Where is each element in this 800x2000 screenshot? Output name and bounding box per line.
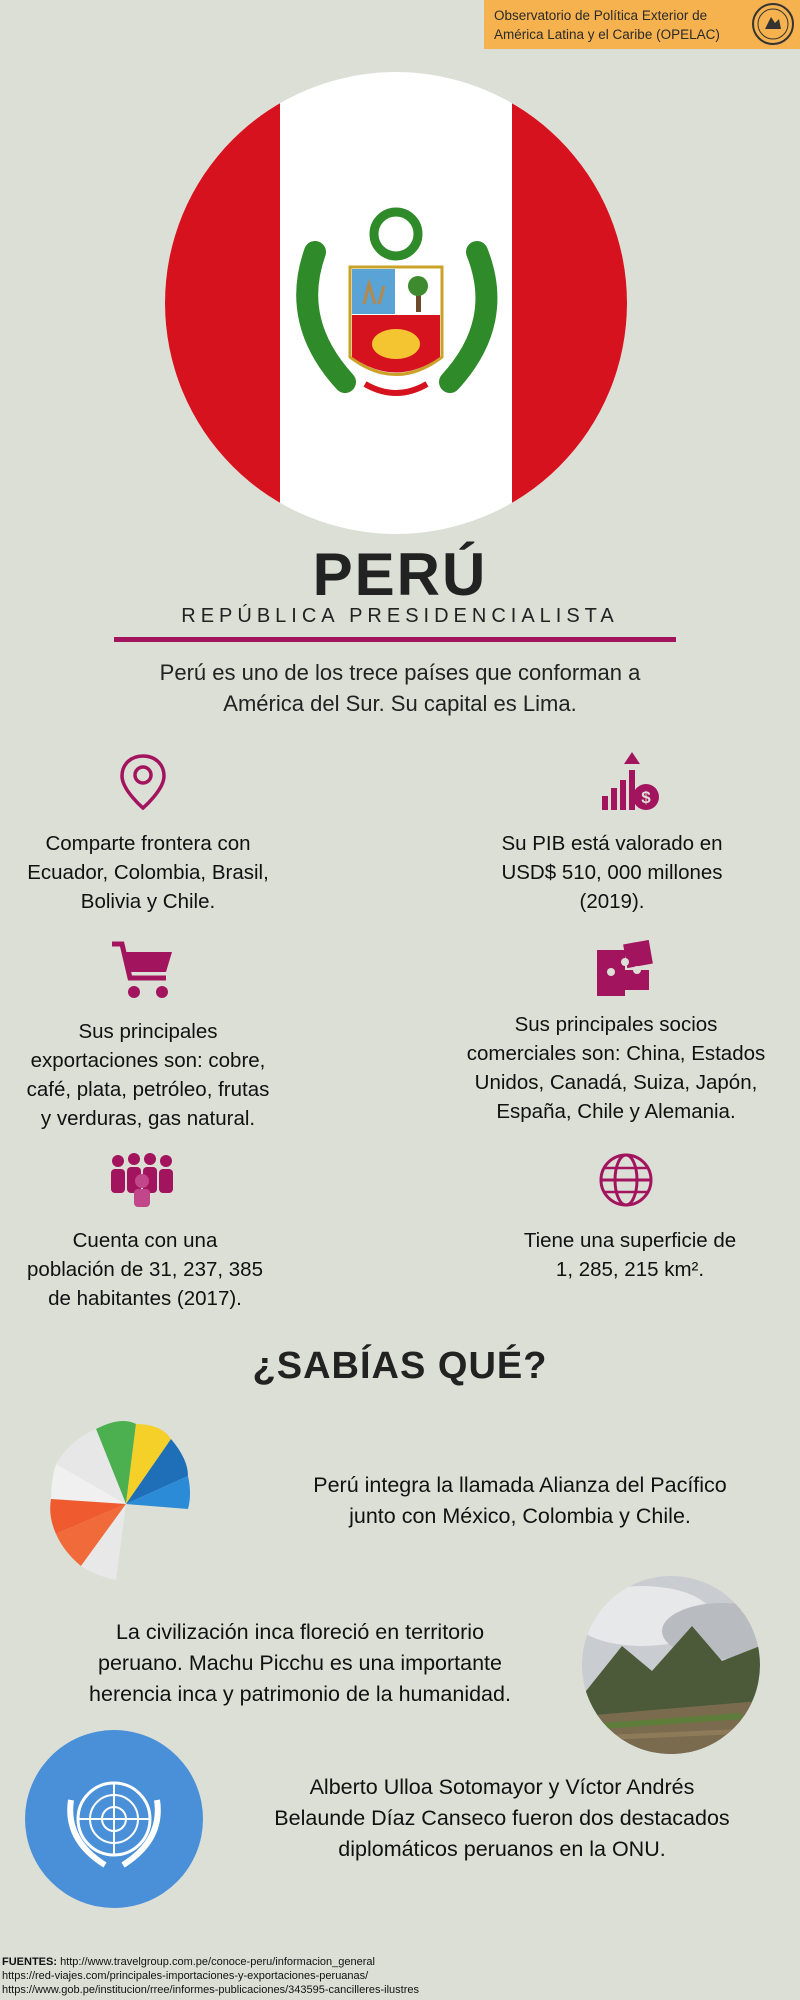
fact-un-diplomats: Alberto Ulloa Sotomayor y Víctor Andrés Belaunde Díaz Canseco fueron dos destacados diplomáticos peruanos en la ONU.	[274, 1775, 730, 1861]
peru-flag-image	[165, 72, 627, 534]
intro-line-2: América del Sur. Su capital es Lima.	[223, 691, 577, 716]
fact-population: Cuenta con una población de 31, 237, 385 de habitantes (2017).	[27, 1229, 263, 1310]
svg-text:$: $	[641, 788, 651, 807]
source-link-1[interactable]: http://www.travelgroup.com.pe/conoce-peru/informacion_general	[60, 1956, 375, 1968]
fact-gdp: Su PIB está valorado en USD$ 510, 000 millones (2019).	[501, 832, 723, 913]
puzzle-icon	[595, 940, 655, 998]
pacific-alliance-logo-icon	[30, 1412, 210, 1592]
country-title: PERÚ	[312, 541, 488, 608]
globe-icon	[598, 1152, 654, 1208]
fact-exports: Sus principales exportaciones son: cobre, café, plata, petróleo, frutas y verduras, gas natural.	[26, 1020, 270, 1130]
badge-line-2: América Latina y el Caribe (OPELAC)	[494, 27, 720, 42]
people-group-icon	[108, 1153, 176, 1209]
badge-line-1: Observatorio de Política Exterior de	[494, 8, 708, 23]
fact-pacific-alliance: Perú integra la llamada Alianza del Pacífico junto con México, Colombia y Chile.	[313, 1473, 727, 1528]
fact-borders: Comparte frontera con Ecuador, Colombia, Brasil, Bolivia y Chile.	[27, 832, 269, 913]
fact-inca-civilization: La civilización inca floreció en territorio peruano. Machu Picchu es una importante herencia inca y patrimonio de la humanidad.	[89, 1620, 511, 1706]
fact-trade-partners: Sus principales socios comerciales son: China, Estados Unidos, Canadá, Suiza, Japón, España, Chile y Alemania.	[466, 1013, 766, 1123]
location-pin-icon	[118, 752, 168, 812]
source-link-3[interactable]: https://www.gob.pe/institucion/rree/informes-publicaciones/343595-cancilleres-ilustres	[2, 1984, 419, 1996]
opelac-badge	[484, 0, 800, 49]
did-you-know-heading: ¿SABÍAS QUÉ?	[252, 1345, 548, 1387]
title-divider	[114, 637, 676, 642]
bar-growth-dollar-icon	[600, 750, 660, 814]
shopping-cart-icon	[110, 940, 176, 1002]
sources-label: FUENTES:	[2, 1956, 57, 1968]
intro-line-1: Perú es uno de los trece países que conforman a	[159, 660, 641, 685]
intro-text	[0, 657, 800, 719]
fact-area: Tiene una superficie de 1, 285, 215 km².	[523, 1229, 737, 1281]
sources-line-1	[2, 1955, 419, 1969]
machu-picchu-photo	[582, 1576, 760, 1754]
opelac-logo-icon	[752, 3, 794, 45]
source-link-2[interactable]: https://red-viajes.com/principales-importaciones-y-exportaciones-peruanas/	[2, 1970, 369, 1982]
sources	[2, 1955, 419, 1997]
un-emblem-icon	[25, 1730, 203, 1908]
government-type: REPÚBLICA PRESIDENCIALISTA	[181, 605, 619, 627]
